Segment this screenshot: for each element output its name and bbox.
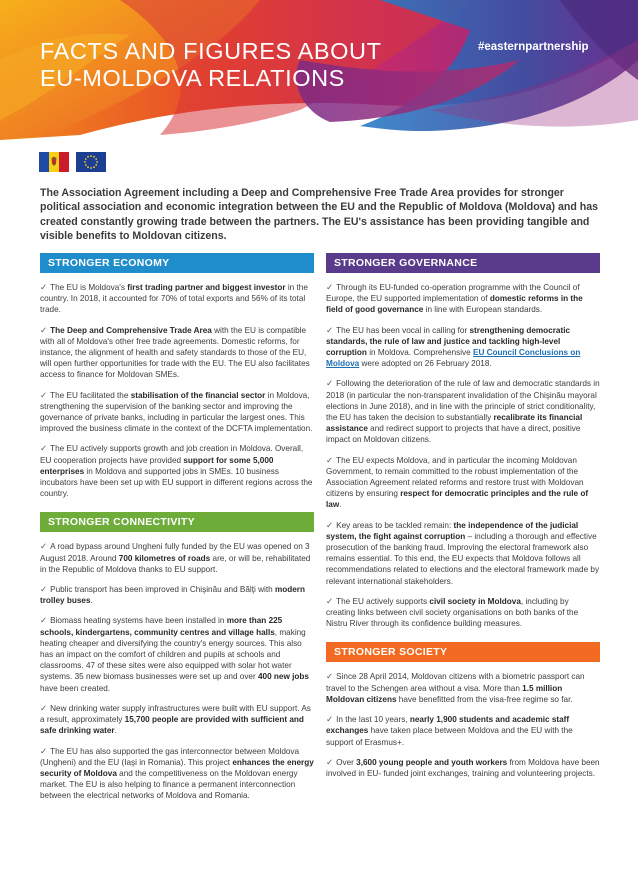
bullet-item xyxy=(40,541,314,575)
bullet-item xyxy=(40,325,314,381)
intro-paragraph: The Association Agreement including a Deep and Comprehensive Free Trade Area provides for stronger political association and economic integration between the EU and the Republic of Moldova (Moldova) and has created constantly growing trade between the partners. The EU's assistance has been providing tangible and visible benefits to Moldovan citizens. xyxy=(40,187,599,242)
council-conclusions-link[interactable]: EU Council Conclusions on Moldova xyxy=(326,348,581,369)
emphasis-text: respect for democratic principles and the rule of law xyxy=(326,489,589,510)
checkmark-icon: ✓ xyxy=(326,519,334,530)
body-text: . xyxy=(339,500,342,510)
emphasis-text: recalibrate its financial assistance xyxy=(326,413,583,434)
emphasis-text: modern trolley buses xyxy=(40,585,305,606)
bullet-item xyxy=(40,443,314,499)
body-text: – including a thorough and effective prosecution of the banking fraud. Improving the electoral framework also remains essential. To this end, the EU expects that Moldova follows all recommendations related to elections and the electoral framework made by relevant international stakeholders. xyxy=(326,531,600,586)
page-title-line1: FACTS AND FIGURES ABOUT xyxy=(40,38,382,64)
body-text: The EU facilitated the xyxy=(50,390,131,400)
body-text: In the last 10 years, xyxy=(336,715,410,725)
bullet-item xyxy=(326,757,600,779)
emphasis-text: 400 new jobs xyxy=(257,672,309,682)
bullet-item xyxy=(326,378,600,445)
body-text: . xyxy=(90,596,93,606)
hashtag-label: #easternpartnership xyxy=(478,41,589,53)
body-text: in the country. In 2018, it accounted for 70% of total exports and 56% of its total trade. xyxy=(40,283,308,315)
bullet-item xyxy=(40,390,314,435)
checkmark-icon: ✓ xyxy=(326,378,334,389)
body-text: have been created. xyxy=(40,683,111,693)
body-text: were adopted on 26 February 2018. xyxy=(359,359,492,369)
body-text: The EU actively supports growth and job creation in Moldova. Overall, EU cooperation projects have provided xyxy=(40,444,304,465)
emphasis-text: domestic reforms in the field of good governance xyxy=(326,294,583,315)
body-text: The EU has been vocal in calling for xyxy=(336,325,470,335)
emphasis-text: the independence of the judicial system, the fight against corruption xyxy=(326,520,579,541)
checkmark-icon: ✓ xyxy=(40,541,48,552)
body-text: The EU is Moldova's xyxy=(50,283,128,292)
body-text: The EU expects Moldova, and in particular the incoming Moldovan Government, to remain committed to the robust implementation of the Association Agreement related reforms and restore trust with Moldovan citizens by ensuring xyxy=(326,455,584,499)
emphasis-text: enhances the energy security of Moldova xyxy=(40,757,314,778)
body-text: from Moldova have been involved in EU- funded joint exchanges, training and volunteering projects. xyxy=(326,757,600,778)
body-text: and redirect support to projects that have a direct, positive impact on Moldovan citizens. xyxy=(326,424,581,445)
checkmark-icon: ✓ xyxy=(326,671,334,682)
body-text: Key areas to be tackled remain: xyxy=(336,520,454,530)
body-text: in Moldova and supported jobs in SMEs. 10 business incubators have been set up with EU support in different regions across the country. xyxy=(40,466,313,499)
body-text: , making heating cheaper and diversifying the country's energy sources. This also has an impact on the comfort of children and pupils at schools and classrooms. 47 of these sites were also equipped with solar hot water systems. 35 new biomass businesses were set up and over xyxy=(40,627,306,682)
section-heading-connectivity: STRONGER CONNECTIVITY xyxy=(40,512,314,532)
bullet-item xyxy=(40,584,314,606)
body-text: in Moldova. Comprehensive xyxy=(366,348,473,358)
moldova-flag-icon xyxy=(39,152,69,172)
bullet-item xyxy=(40,615,314,693)
emphasis-text: first trading partner and biggest investor xyxy=(127,283,286,292)
body-text: are, or will be, rehabilitated in the Republic of Moldova thanks to EU support. xyxy=(40,553,311,574)
bullet-item xyxy=(326,282,600,316)
emphasis-text: nearly 1,900 students and academic staff exchanges xyxy=(326,715,570,736)
flags-row xyxy=(39,152,106,172)
emphasis-text: 700 kilometres of roads xyxy=(118,553,211,563)
page-title-line2: EU-MOLDOVA RELATIONS xyxy=(40,65,345,91)
emphasis-text: 15,700 people are provided with sufficient and safe drinking water xyxy=(40,715,304,736)
bullet-item xyxy=(40,282,314,316)
emphasis-text: more than 225 schools, kindergartens, community centres and village halls xyxy=(40,616,283,637)
checkmark-icon: ✓ xyxy=(40,443,48,454)
checkmark-icon: ✓ xyxy=(326,756,334,767)
checkmark-icon: ✓ xyxy=(40,324,48,335)
body-text: Following the deterioration of the rule of law and democratic standards in 2018 (in particular the non-transparent invalidation of the Chişinău mayoral elections in June 2018), and in line with the principle of strict conditionality, the EU has taken the decision to substantially xyxy=(326,379,600,423)
checkmark-icon: ✓ xyxy=(326,324,334,335)
body-text: The EU has also supported the gas interconnector between Moldova (Ungheni) and the EU (Iaşi in Romania). This project xyxy=(40,746,300,767)
bullet-item xyxy=(326,325,600,370)
emphasis-text: civil society in Moldova xyxy=(429,596,521,606)
emphasis-text: 3,600 young people and youth workers xyxy=(356,757,508,767)
body-text: have benefitted from the visa-free regime so far. xyxy=(396,694,573,704)
connectivity-list xyxy=(40,541,314,801)
checkmark-icon: ✓ xyxy=(40,389,48,400)
bullet-item xyxy=(326,520,600,587)
body-text: Public transport has been improved in Chişinău and Bălţi with xyxy=(50,585,275,595)
emphasis-text: 1.5 million Moldovan citizens xyxy=(326,683,563,704)
body-text: Through its EU-funded co-operation programme with the Council of Europe, the EU supported implementation of xyxy=(326,283,580,304)
header-banner xyxy=(0,0,638,140)
checkmark-icon: ✓ xyxy=(326,595,334,606)
body-text: The EU actively supports xyxy=(336,596,430,606)
body-text: in Moldova, strengthening the supervision of the banking sector and improving the governance of private banks, including in particular the largest ones. This improved the business climate in the context of the DCFTA implementation. xyxy=(40,390,313,434)
body-text: Over xyxy=(336,757,357,767)
checkmark-icon: ✓ xyxy=(40,745,48,756)
body-text: and the competitiveness on the Moldovan energy market. The EU is also helping to finance a permanent interconnection between the electrical networks of Moldova and Romania. xyxy=(40,768,298,801)
checkmark-icon: ✓ xyxy=(326,282,334,292)
bullet-item xyxy=(326,671,600,705)
emphasis-text: support for some 5,000 enterprises xyxy=(40,455,274,476)
checkmark-icon: ✓ xyxy=(40,702,48,713)
eu-flag-icon xyxy=(76,152,106,172)
emphasis-text: strengthening democratic standards, the rule of law and justice and tackling high-level corruption xyxy=(326,325,571,358)
governance-list xyxy=(326,282,600,629)
right-column xyxy=(326,253,600,779)
bullet-item xyxy=(40,703,314,737)
checkmark-icon: ✓ xyxy=(40,282,48,292)
body-text: have taken place between Moldova and the EU with the support of Erasmus+. xyxy=(326,726,573,747)
society-list xyxy=(326,671,600,779)
bullet-item xyxy=(326,596,600,630)
body-text: A road bypass around Ungheni fully funded by the EU was opened on 3 August 2018. Around xyxy=(40,542,310,563)
body-text: with the EU is compatible with all of Moldova's other free trade agreements. Domestic reforms, for instance, the alignment of health and safety standards to those of the EU, will open further opportunities for trade with the EU. The EU also facilitates access to finance for Moldovan SMEs. xyxy=(40,325,310,380)
body-text: New drinking water supply infrastructures were built with EU support. As a result, approximately xyxy=(40,703,311,725)
emphasis-text: The Deep and Comprehensive Trade Area xyxy=(50,325,212,335)
checkmark-icon: ✓ xyxy=(326,454,334,465)
body-text: in line with European standards. xyxy=(423,305,543,315)
emphasis-text: stabilisation of the financial sector xyxy=(130,390,266,400)
bullet-item xyxy=(326,714,600,748)
body-text: , including by creating links between civil society organisations on both banks of the Nistru River through its confidence building measures. xyxy=(326,596,579,629)
economy-list xyxy=(40,282,314,499)
left-column xyxy=(40,253,314,802)
section-heading-governance: STRONGER GOVERNANCE xyxy=(326,253,600,273)
section-heading-society: STRONGER SOCIETY xyxy=(326,642,600,662)
bullet-item xyxy=(40,746,314,802)
checkmark-icon: ✓ xyxy=(40,615,48,626)
section-heading-economy: STRONGER ECONOMY xyxy=(40,253,314,273)
body-text: Biomass heating systems have been installed in xyxy=(50,616,227,626)
page-title xyxy=(40,38,382,92)
checkmark-icon: ✓ xyxy=(40,584,48,595)
body-text: Since 28 April 2014, Moldovan citizens with a biometric passport can travel to the Schengen area without a visa. More than xyxy=(326,672,585,693)
bullet-item xyxy=(326,455,600,511)
body-text: . xyxy=(114,726,117,736)
checkmark-icon: ✓ xyxy=(326,714,334,725)
